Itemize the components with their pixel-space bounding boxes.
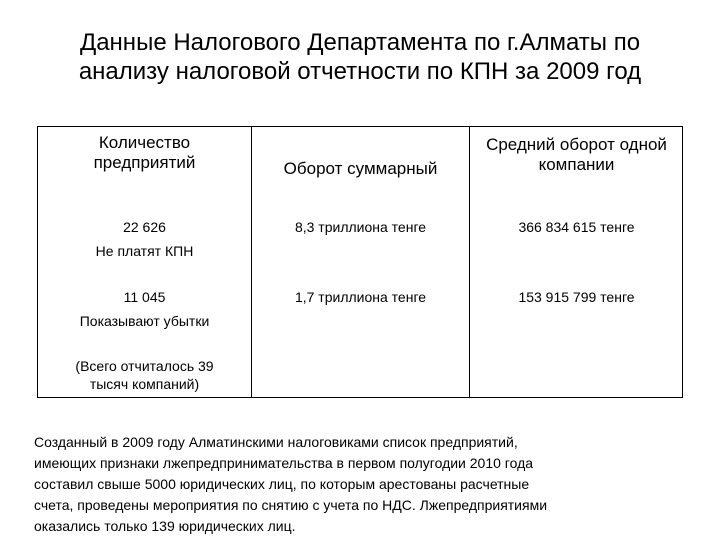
header-total-turnover: Оборот суммарный <box>283 159 438 178</box>
header-average-turnover: Средний оборот одной компании <box>486 135 667 174</box>
row-1-turnover: 8,3 триллиона тенге <box>294 219 427 235</box>
title-line-2: анализу налоговой отчетности по КПН за 2009 год <box>78 58 642 85</box>
row-1-label: Не платят КПН <box>95 243 194 259</box>
row-2-turnover: 1,7 триллиона тенге <box>294 289 427 305</box>
row-1-average: 366 834 615 тенге <box>518 219 635 235</box>
footer-line-3: составил свыше 5000 юридических лиц, по которым арестованы расчетные <box>34 476 530 492</box>
row-2-average: 153 915 799 тенге <box>518 289 635 305</box>
footer-paragraph <box>34 432 694 537</box>
page-title <box>40 28 680 86</box>
row-2-count: 11 045 <box>123 289 166 305</box>
footer-line-2: имеющих признаки лжепредпринимательства в первом полугодии 2010 года <box>34 455 534 471</box>
footer-line-5: оказались только 139 юридических лиц. <box>34 518 296 534</box>
header-company-count: Количество предприятий <box>93 133 196 172</box>
tax-data-table <box>37 126 683 398</box>
total-reported-note: (Всего отчиталось 39 тысяч компаний) <box>75 358 214 392</box>
footer-line-4: счета, проведены мероприятия по снятию с учета по НДС. Лжепредприятиями <box>34 497 548 513</box>
title-line-1: Данные Налогового Департамента по г.Алматы по <box>79 29 641 56</box>
footer-line-1: Созданный в 2009 году Алматинскими налоговиками список предприятий, <box>34 434 518 450</box>
row-1-count: 22 626 <box>123 219 166 235</box>
row-2-label: Показывают убытки <box>79 313 210 329</box>
